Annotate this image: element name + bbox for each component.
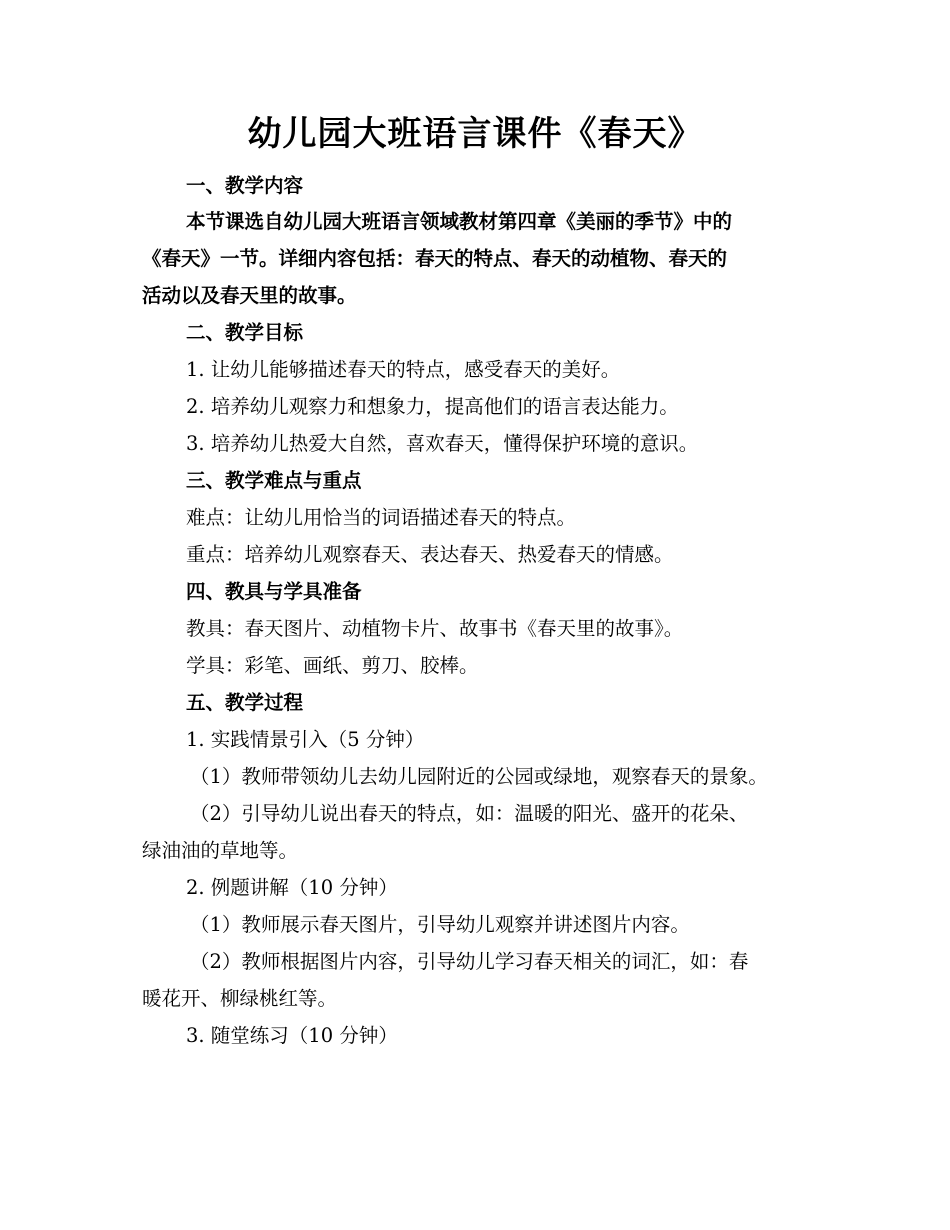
process-step-item: 暖花开、柳绿桃红等。	[142, 987, 338, 1010]
process-step-item: （1）教师带领幼儿去幼儿园附近的公园或绿地，观察春天的景象。	[190, 765, 768, 788]
section-heading-content: 一、教学内容	[186, 174, 304, 197]
section-heading-process: 五、教学过程	[186, 691, 304, 714]
goal-item: 2. 培养幼儿观察力和想象力，提高他们的语言表达能力。	[186, 395, 679, 418]
teaching-aids-text: 教具：春天图片、动植物卡片、故事书《春天里的故事》。	[186, 617, 684, 640]
content-paragraph-line: 《春天》一节。详细内容包括：春天的特点、春天的动植物、春天的	[142, 247, 728, 270]
process-step-title: 1. 实践情景引入（5 分钟）	[186, 728, 425, 751]
section-heading-goals: 二、教学目标	[186, 321, 304, 344]
goal-item: 1. 让幼儿能够描述春天的特点，感受春天的美好。	[186, 358, 621, 381]
section-heading-key-points: 三、教学难点与重点	[186, 469, 362, 492]
content-paragraph-line: 活动以及春天里的故事。	[142, 284, 357, 307]
difficulty-text: 难点：让幼儿用恰当的词语描述春天的特点。	[186, 506, 577, 529]
process-step-item: （2）引导幼儿说出春天的特点，如：温暖的阳光、盛开的花朵、	[190, 802, 749, 825]
document-title: 幼儿园大班语言课件《春天》	[247, 114, 703, 154]
process-step-title: 2. 例题讲解（10 分钟）	[186, 876, 398, 899]
process-step-item: 绿油油的草地等。	[142, 839, 299, 862]
learning-aids-text: 学具：彩笔、画纸、剪刀、胶棒。	[186, 654, 479, 677]
focus-text: 重点：培养幼儿观察春天、表达春天、热爱春天的情感。	[186, 543, 674, 566]
process-step-title: 3. 随堂练习（10 分钟）	[186, 1024, 398, 1047]
process-step-item: （2）教师根据图片内容，引导幼儿学习春天相关的词汇，如：春	[190, 950, 749, 973]
content-paragraph-line: 本节课选自幼儿园大班语言领域教材第四章《美丽的季节》中的	[186, 210, 733, 233]
process-step-item: （1）教师展示春天图片，引导幼儿观察并讲述图片内容。	[190, 913, 690, 936]
goal-item: 3. 培养幼儿热爱大自然，喜欢春天，懂得保护环境的意识。	[186, 432, 699, 455]
section-heading-materials: 四、教具与学具准备	[186, 580, 362, 603]
